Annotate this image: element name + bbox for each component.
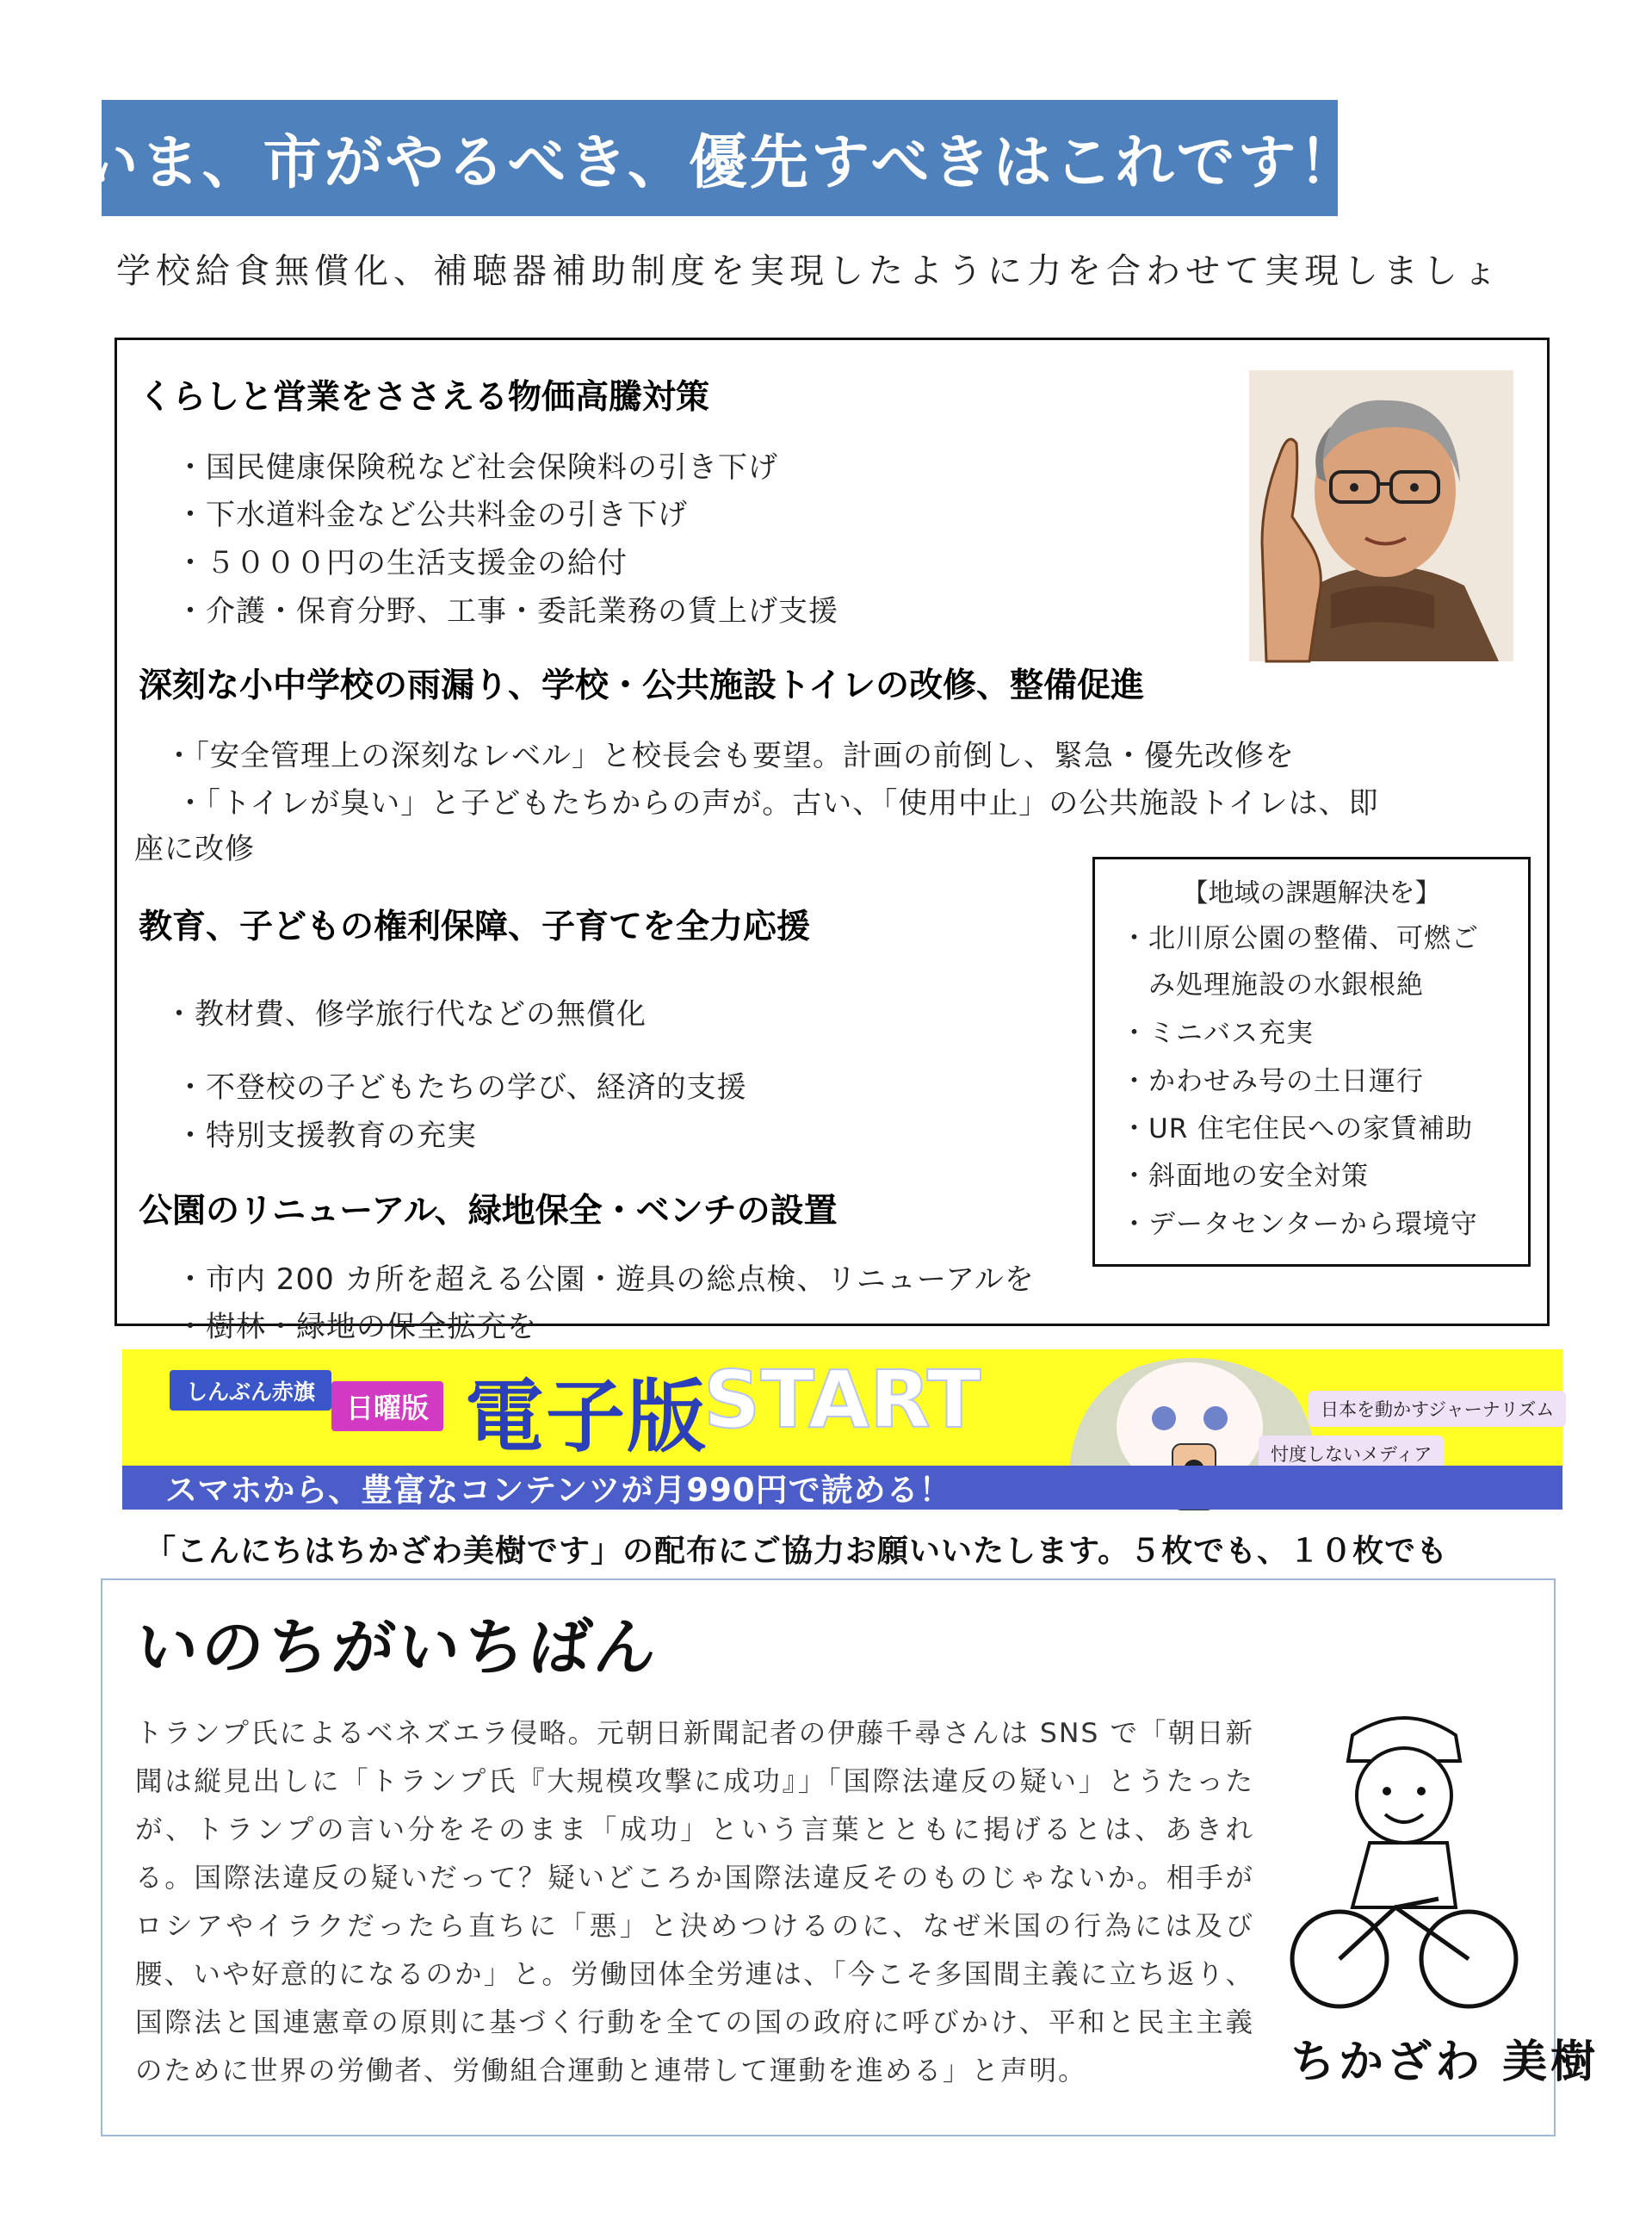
list-item: ・樹林・緑地の保全拡充を <box>176 1310 537 1344</box>
list-item: ・かわせみ号の土日運行 <box>1121 1066 1424 1097</box>
portrait-illustration <box>1249 370 1513 661</box>
list-item: ・介護・保育分野、工事・委託業務の賃上げ支援 <box>176 594 838 629</box>
author-signature: ちかざわ 美樹 <box>1290 2036 1599 2088</box>
distribution-appeal: 「こんにちはちかざわ美樹です」の配布にご協力お願いいたします。５枚でも、１０枚でも <box>145 1534 1449 1569</box>
headline: いま、市がやるべき、優先すべきはこれです！ <box>79 129 1360 197</box>
regional-title: 【地域の課題解決を】 <box>1182 878 1441 908</box>
list-item: ・データセンターから環境守 <box>1121 1209 1478 1240</box>
section-title-schools: 深刻な小中学校の雨漏り、学校・公共施設トイレの改修、整備促進 <box>139 667 1145 705</box>
column-title: いのちがいちばん <box>132 1610 664 1683</box>
policy-box <box>114 338 1550 1344</box>
cyclist-illustration <box>1275 1701 1533 2019</box>
list-item: ・UR 住宅住民への家賃補助 <box>1121 1113 1474 1144</box>
list-item: ・ミニバス充実 <box>1121 1018 1314 1049</box>
ad-tag-journalism: 日本を動かすジャーナリズム <box>1309 1391 1566 1427</box>
candidate-portrait <box>1249 370 1513 661</box>
regional-issues-box <box>1092 857 1531 1267</box>
ad-tag-media: 忖度しないメディア <box>1259 1435 1444 1472</box>
ad-title: 電子版 <box>465 1371 708 1463</box>
list-item: ・５０００円の生活支援金の給付 <box>176 546 628 580</box>
section-title-prices: くらしと営業をささえる物価高騰対策 <box>139 378 710 417</box>
ad-bottom-text: スマホから、豊富なコンテンツが月990円で読める！ <box>165 1472 952 1509</box>
column-body: トランプ氏によるベネズエラ侵略。元朝日新聞記者の伊藤千尋さんは SNS で「朝日新聞は縦見出しに「トランプ氏『大規模攻撃に成功』」「国際法違反の疑い」とうたったが、トランプの言い分をそのまま「成功」という言葉とともに掲げるとは、あきれる。国際法違反の疑いだって？疑いどころか国際法違反そのものじゃないか。相手がロシアやイラクだったら直ちに「悪」と決めつけるのに、なぜ米国の行為には及び腰、いや好意的になるのか」と。労働団体全労連は、「今こそ多国間主義に立ち返り、国際法と国連憲章の原則に基づく行動を全ての国の政府に呼びかけ、平和と民主主義のために世界の労働者、労働組合運動と連帯して運動を進める」と声明。 <box>135 1718 1254 2086</box>
column-box <box>101 1578 1599 2136</box>
list-item: み処理施設の水銀根絶 <box>1148 970 1424 1001</box>
list-item: ・「トイレが臭い」と子どもたちからの声が。古い、「使用中止」の公共施設トイレは、即 <box>176 786 1379 821</box>
list-item: ・下水道料金など公共料金の引き下げ <box>176 498 688 532</box>
list-item: ・市内 200 カ所を超える公園・遊具の総点検、リニューアルを <box>176 1262 1035 1297</box>
list-item: 座に改修 <box>134 832 255 866</box>
list-item: ・「安全管理上の深刻なレベル」と校長会も要望。計画の前倒し、緊急・優先改修を <box>164 739 1295 773</box>
list-item: ・不登校の子どもたちの学び、経済的支援 <box>176 1070 747 1105</box>
list-item: ・国民健康保険税など社会保険料の引き下げ <box>176 450 778 485</box>
list-item: ・教材費、修学旅行代などの無償化 <box>164 997 647 1032</box>
list-item: ・斜面地の安全対策 <box>1121 1161 1369 1192</box>
akahata-logo: しんぶん赤旗 <box>170 1370 331 1411</box>
list-item: ・特別支援教育の充実 <box>176 1119 477 1153</box>
section-title-education: 教育、子どもの権利保障、子育てを全力応援 <box>139 908 811 946</box>
sunday-edition-badge: 日曜版 <box>331 1381 443 1431</box>
subtitle: 学校給食無償化、補聴器補助制度を実現したように力を合わせて実現しましょ <box>116 251 1502 291</box>
headline-banner <box>79 100 1360 216</box>
list-item: ・北川原公園の整備、可燃ご <box>1121 923 1479 954</box>
section-title-parks: 公園のリニューアル、緑地保全・ベンチの設置 <box>139 1192 838 1231</box>
ad-banner[interactable] <box>122 1349 1562 1510</box>
ad-start-text: START <box>703 1354 981 1446</box>
